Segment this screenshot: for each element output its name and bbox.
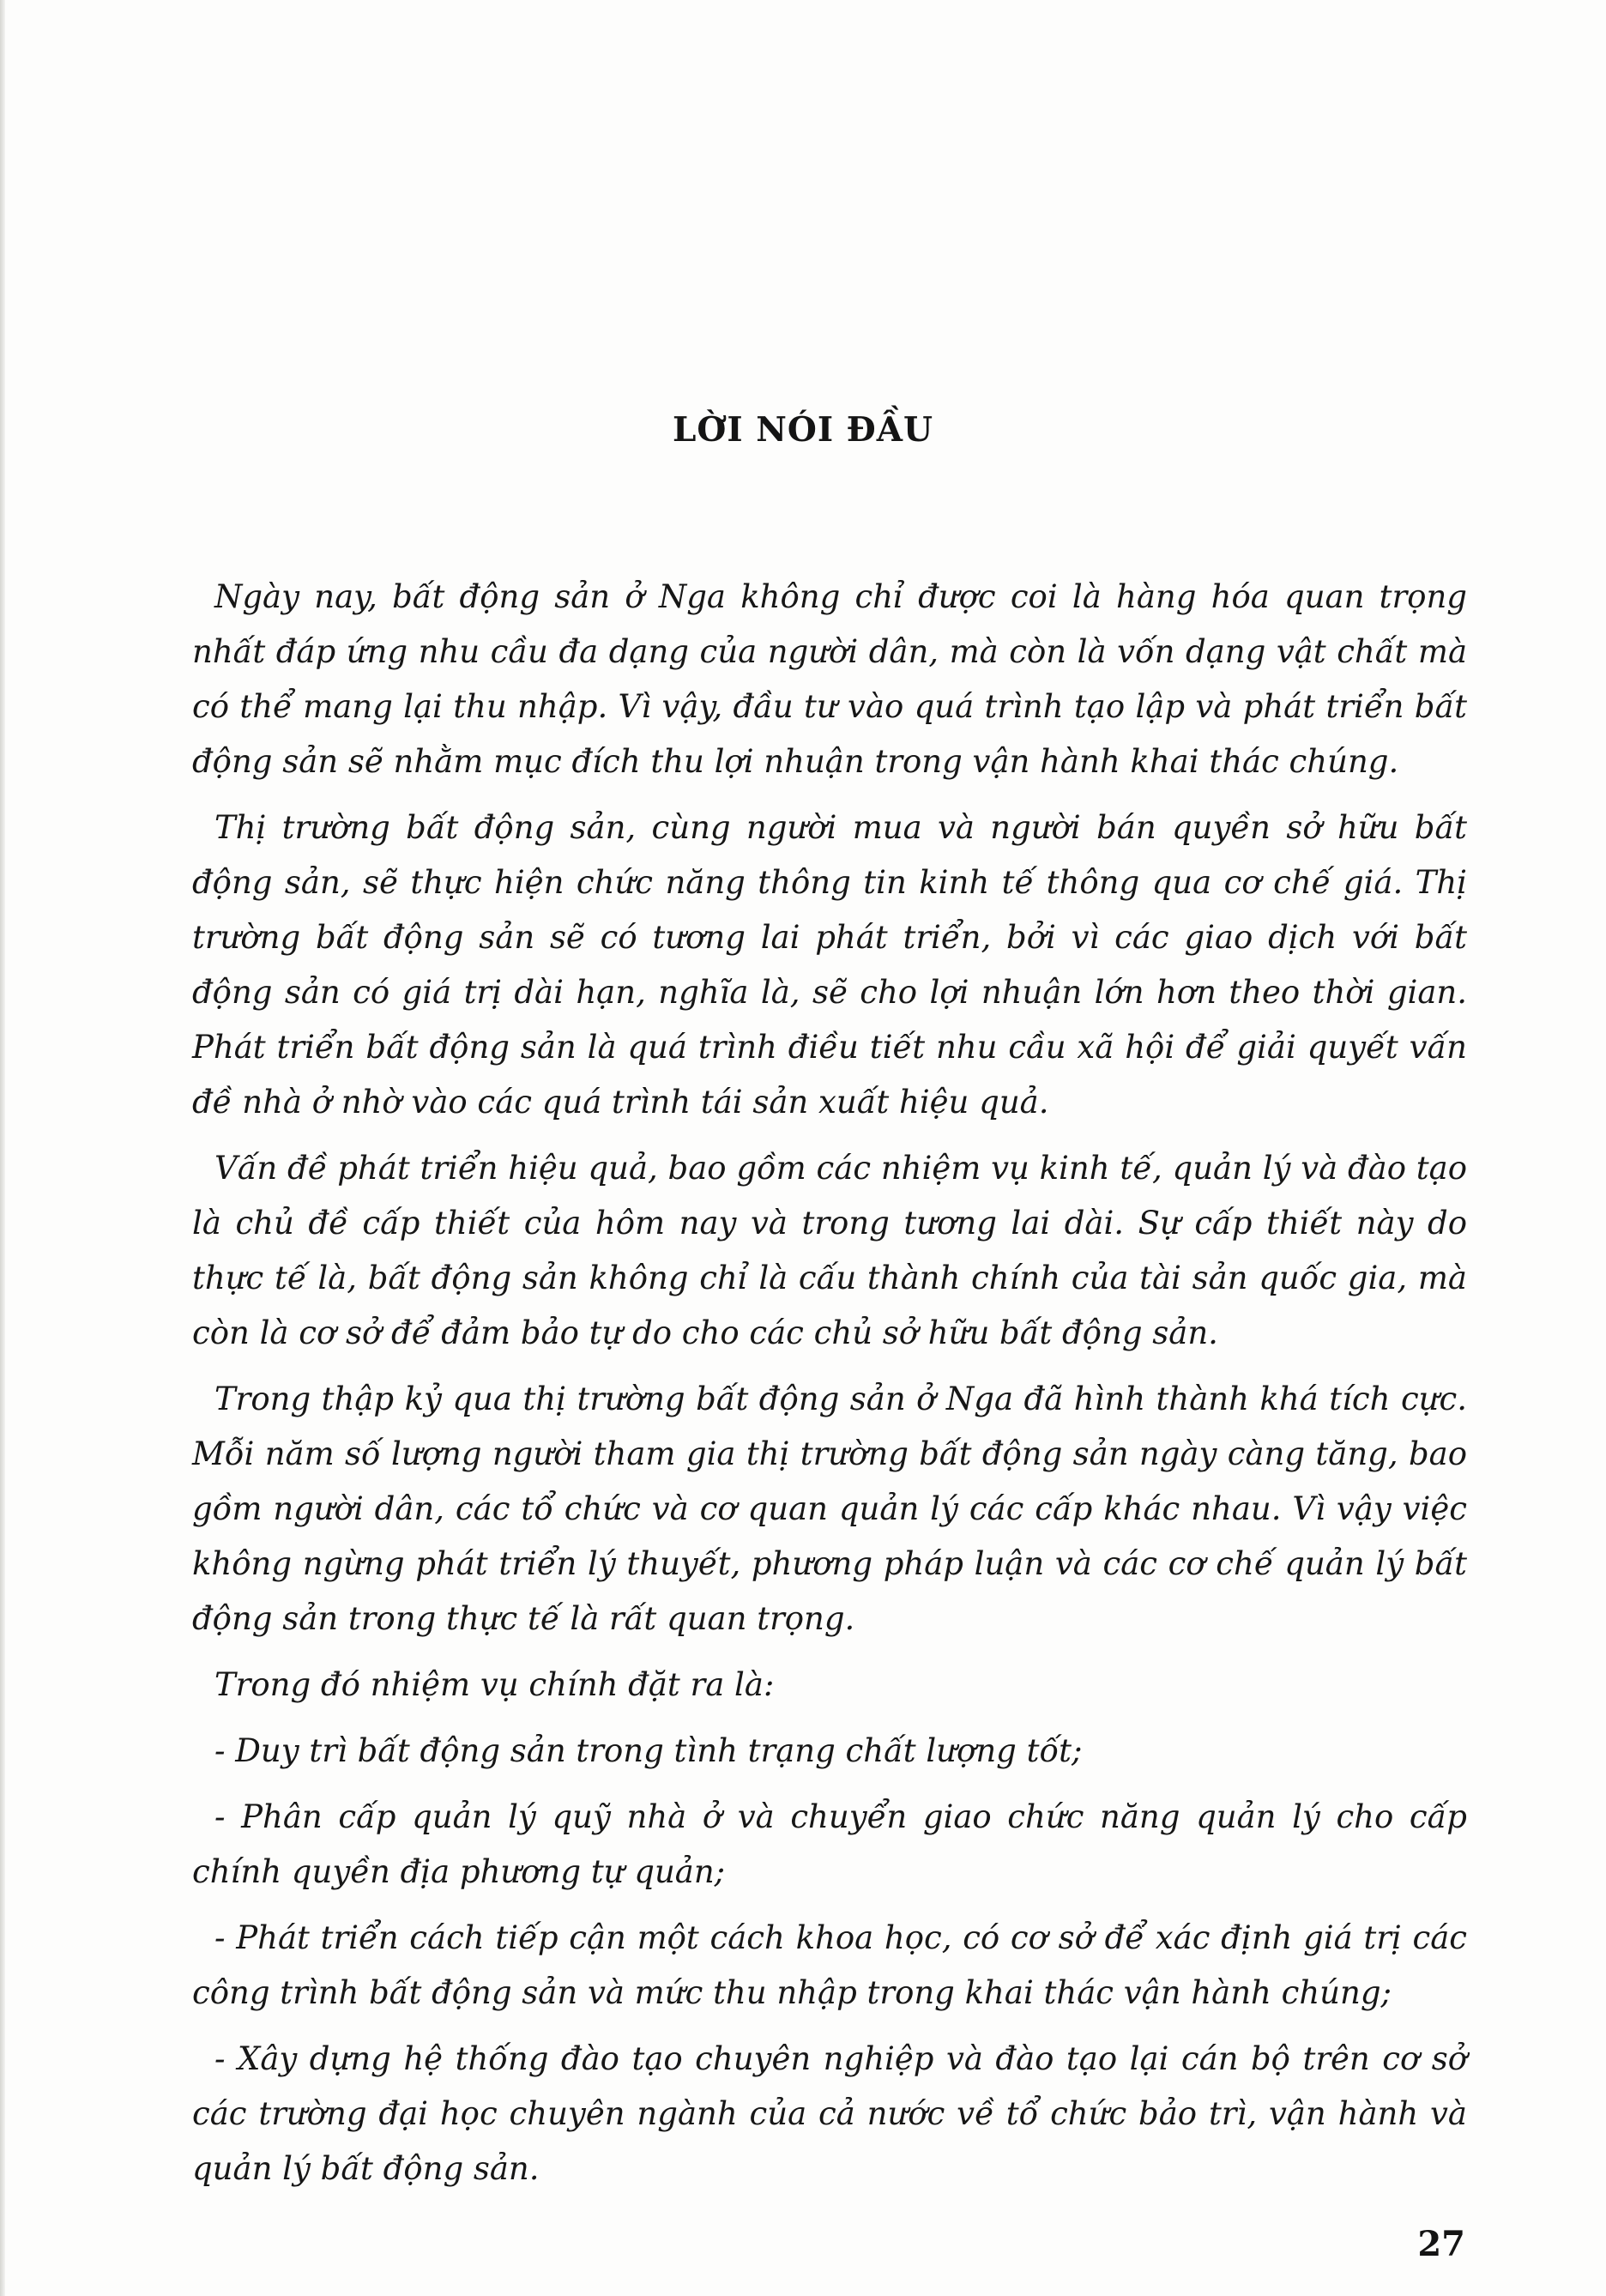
list-item-1: - Duy trì bất động sản trong tình trạng chất lượng tốt; <box>214 1732 1083 1769</box>
list-item-2: - Phân cấp quản lý quỹ nhà ở và chuyển giao chức năng quản lý cho cấp chính quyền địa phương tự quản; <box>192 1798 1467 1890</box>
paragraph-5: Trong đó nhiệm vụ chính đặt ra là: <box>214 1666 775 1703</box>
page-number: 27 <box>1417 2224 1465 2264</box>
paragraph-2: Thị trường bất động sản, cùng người mua và người bán quyền sở hữu bất động sản, sẽ thực hiện chức năng thông tin kinh tế thông qua cơ chế giá. Thị trường bất động sản sẽ có tương lai phát triển, bởi vì các giao dịch với bất động sản có giá trị dài hạn, nghĩa là, sẽ cho lợi nhuận lớn hơn theo thời gian. Phát triển bất động sản là quá trình điều tiết nhu cầu xã hội để giải quyết vấn đề nhà ở nhờ vào các quá trình tái sản xuất hiệu quả. <box>192 809 1467 1121</box>
preface-body <box>192 570 1467 2208</box>
scan-edge-shadow <box>0 0 5 2296</box>
page-heading: LỜI NÓI ĐẦU <box>672 410 933 450</box>
list-item-4: - Xây dựng hệ thống đào tạo chuyên nghiệp và đào tạo lại cán bộ trên cơ sở các trường đại học chuyên ngành của cả nước về tổ chức bảo trì, vận hành và quản lý bất động sản. <box>192 2040 1467 2187</box>
paragraph-4: Trong thập kỷ qua thị trường bất động sản ở Nga đã hình thành khá tích cực. Mỗi năm số lượng người tham gia thị trường bất động sản ngày càng tăng, bao gồm người dân, các tổ chức và cơ quan quản lý các cấp khác nhau. Vì vậy việc không ngừng phát triển lý thuyết, phương pháp luận và các cơ chế quản lý bất động sản trong thực tế là rất quan trọng. <box>192 1381 1467 1637</box>
paragraph-1: Ngày nay, bất động sản ở Nga không chỉ được coi là hàng hóa quan trọng nhất đáp ứng nhu cầu đa dạng của người dân, mà còn là vốn dạng vật chất mà có thể mang lại thu nhập. Vì vậy, đầu tư vào quá trình tạo lập và phát triển bất động sản sẽ nhằm mục đích thu lợi nhuận trong vận hành khai thác chúng. <box>192 578 1467 780</box>
list-item-3: - Phát triển cách tiếp cận một cách khoa học, có cơ sở để xác định giá trị các công trình bất động sản và mức thu nhập trong khai thác vận hành chúng; <box>192 1919 1467 2011</box>
paragraph-3: Vấn đề phát triển hiệu quả, bao gồm các nhiệm vụ kinh tế, quản lý và đào tạo là chủ đề cấp thiết của hôm nay và trong tương lai dài. Sự cấp thiết này do thực tế là, bất động sản không chỉ là cấu thành chính của tài sản quốc gia, mà còn là cơ sở để đảm bảo tự do cho các chủ sở hữu bất động sản. <box>192 1150 1467 1351</box>
